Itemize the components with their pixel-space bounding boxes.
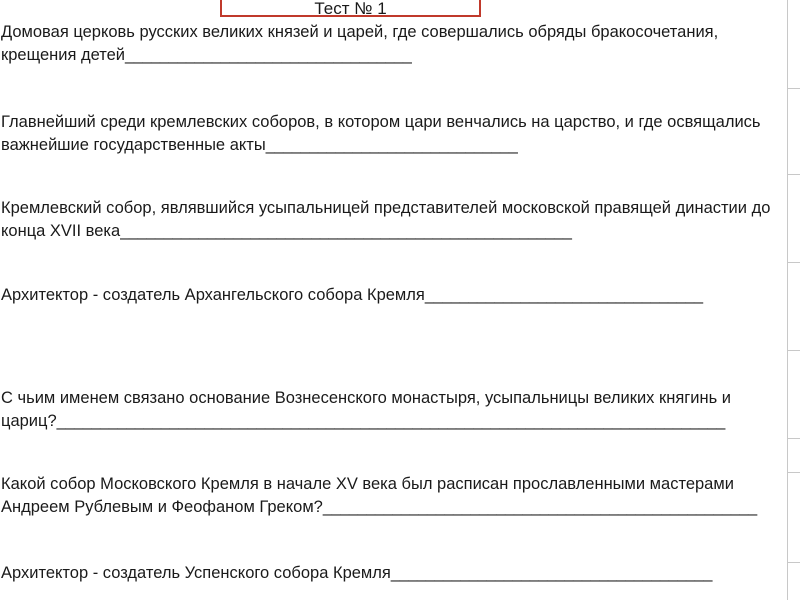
question-1 [1, 21, 791, 67]
answer-blank[interactable]: ____________________________________________________ [120, 222, 572, 240]
question-6 [1, 473, 791, 519]
answer-blank[interactable]: __________________________________________________ [322, 498, 757, 516]
test-title-text: Тест № 1 [314, 0, 387, 17]
answer-blank[interactable]: ________________________________ [424, 286, 703, 304]
question-7 [1, 562, 791, 585]
strip-divider [788, 262, 800, 263]
question-text: Какой собор Московского Кремля в начале XV века был расписан прославленными мастерами Андреем Рублевым и Феофаном Греком? [1, 475, 734, 516]
answer-blank[interactable]: _____________________________________ [390, 564, 712, 582]
answer-blank[interactable]: _____________________________________________________________________________ [56, 412, 725, 430]
question-4 [1, 284, 791, 307]
question-3 [1, 197, 791, 243]
question-text: Домовая церковь русских великих князей и царей, где совершались обряды бракосочетания, крещения детей [1, 23, 719, 64]
question-text: Кремлевский собор, являвшийся усыпальницей представителей московской правящей династии до конца XVII века [1, 199, 771, 240]
strip-divider [788, 350, 800, 351]
test-title [220, 0, 481, 17]
question-2 [1, 111, 791, 157]
answer-blank[interactable]: _____________________________ [265, 136, 518, 154]
question-text: Архитектор - создатель Архангельского собора Кремля [1, 286, 425, 304]
answer-blank[interactable]: _________________________________ [125, 46, 412, 64]
strip-divider [788, 174, 800, 175]
question-text: С чьим именем связано основание Вознесенского монастыря, усыпальницы великих княгинь и цариц? [1, 389, 732, 430]
question-5 [1, 387, 791, 433]
strip-divider [788, 88, 800, 89]
question-text: Главнейший среди кремлевских соборов, в котором цари венчались на царство, и где освящались важнейшие государственные акты [1, 113, 761, 154]
question-text: Архитектор - создатель Успенского собора Кремля [1, 564, 391, 582]
strip-divider [788, 438, 800, 439]
